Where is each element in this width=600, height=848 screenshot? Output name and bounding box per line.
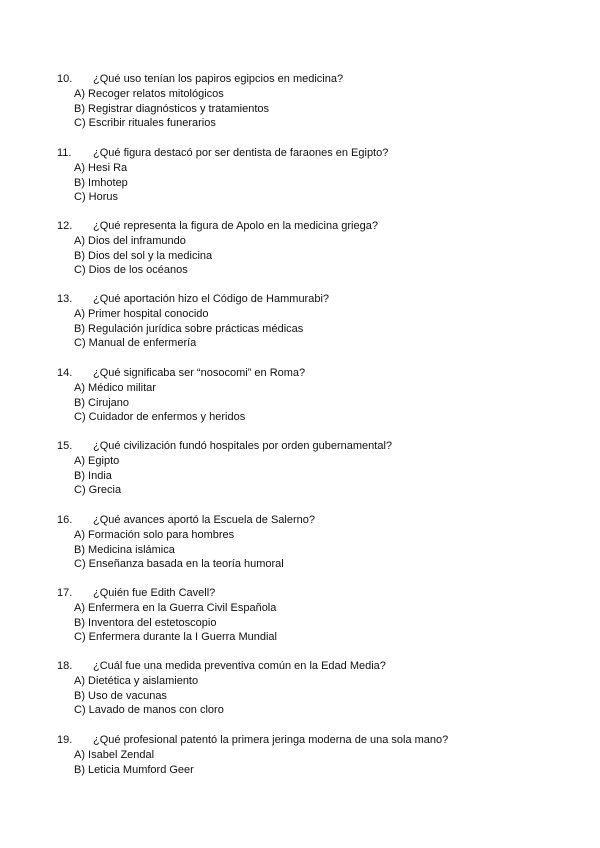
answer-option-c: C) Dios de los océanos — [74, 264, 188, 276]
question-line — [57, 732, 577, 748]
answer-option-a: A) Recoger relatos mitológicos — [74, 88, 224, 100]
question-line — [57, 512, 577, 528]
question-number: 19. — [57, 734, 73, 746]
question-line — [57, 145, 577, 161]
answer-option-a: A) Primer hospital conocido — [74, 308, 209, 320]
question-line — [57, 438, 577, 454]
answer-option-c: C) Horus — [74, 191, 119, 203]
answer-option-c: C) Grecia — [74, 484, 122, 496]
answer-option-a: A) Enfermera en la Guerra Civil Española — [74, 602, 277, 614]
question-16 — [57, 512, 577, 572]
answer-option-b: B) Imhotep — [74, 176, 128, 189]
answer-option-b: B) Medicina islámica — [74, 543, 175, 556]
question-line — [57, 291, 577, 307]
answer-option-a: A) Egipto — [74, 455, 120, 467]
question-number: 12. — [57, 220, 73, 232]
question-text: ¿Qué figura destacó por ser dentista de faraones en Egipto? — [93, 147, 389, 159]
answer-option-a: A) Médico militar — [74, 382, 156, 394]
question-number: 14. — [57, 367, 73, 379]
answer-option-b: B) Registrar diagnósticos y tratamientos — [74, 102, 270, 115]
answer-option-b: B) Regulación jurídica sobre prácticas médicas — [74, 322, 304, 335]
question-number: 16. — [57, 514, 73, 526]
answer-option-c: C) Manual de enfermería — [74, 337, 197, 349]
question-text: ¿Qué avances aportó la Escuela de Salerno? — [93, 514, 315, 526]
question-line — [57, 585, 577, 601]
question-18 — [57, 658, 577, 718]
answer-option-b: B) Inventora del estetoscopio — [74, 616, 217, 629]
question-text: ¿Qué profesional patentó la primera jeringa moderna de una sola mano? — [93, 734, 449, 746]
answer-option-b: B) Leticia Mumford Geer — [74, 763, 194, 776]
question-11 — [57, 145, 577, 205]
answer-option-a: A) Isabel Zendal — [74, 749, 155, 761]
question-line — [57, 71, 577, 87]
question-number: 17. — [57, 587, 73, 599]
answer-option-b: B) Uso de vacunas — [74, 689, 167, 702]
question-14 — [57, 365, 577, 425]
question-number: 11. — [57, 147, 72, 159]
question-line — [57, 658, 577, 674]
question-text: ¿Qué civilización fundó hospitales por orden gubernamental? — [93, 440, 393, 452]
question-number: 13. — [57, 293, 73, 305]
answer-option-a: A) Dios del inframundo — [74, 235, 186, 247]
answer-option-c: C) Escribir rituales funerarios — [74, 117, 216, 129]
answer-option-a: A) Dietética y aislamiento — [74, 675, 199, 687]
question-text: ¿Quién fue Edith Cavell? — [93, 587, 216, 599]
answer-option-c: C) Enfermera durante la I Guerra Mundial — [74, 631, 277, 643]
question-19 — [57, 732, 577, 777]
question-17 — [57, 585, 577, 645]
answer-option-b: B) India — [74, 469, 112, 482]
question-text: ¿Cuál fue una medida preventiva común en la Edad Media? — [93, 660, 386, 672]
question-line — [57, 218, 577, 234]
answer-option-c: C) Cuidador de enfermos y heridos — [74, 411, 246, 423]
answer-option-b: B) Cirujano — [74, 396, 130, 409]
answer-option-a: A) Hesi Ra — [74, 162, 128, 174]
question-13 — [57, 291, 577, 351]
answer-option-a: A) Formación solo para hombres — [74, 529, 235, 541]
question-number: 10. — [57, 73, 73, 85]
question-number: 15. — [57, 440, 73, 452]
question-12 — [57, 218, 577, 278]
question-number: 18. — [57, 660, 73, 672]
question-text: ¿Qué aportación hizo el Código de Hammurabi? — [93, 293, 330, 305]
question-text: ¿Qué uso tenían los papiros egipcios en medicina? — [93, 73, 344, 85]
answer-option-c: C) Lavado de manos con cloro — [74, 704, 224, 716]
answer-option-b: B) Dios del sol y la medicina — [74, 249, 213, 262]
question-text: ¿Qué significaba ser “nosocomi” en Roma? — [93, 367, 306, 379]
question-line — [57, 365, 577, 381]
question-10 — [57, 71, 577, 131]
question-text: ¿Qué representa la figura de Apolo en la medicina griega? — [93, 220, 378, 232]
answer-option-c: C) Enseñanza basada en la teoría humoral — [74, 558, 284, 570]
question-15 — [57, 438, 577, 498]
